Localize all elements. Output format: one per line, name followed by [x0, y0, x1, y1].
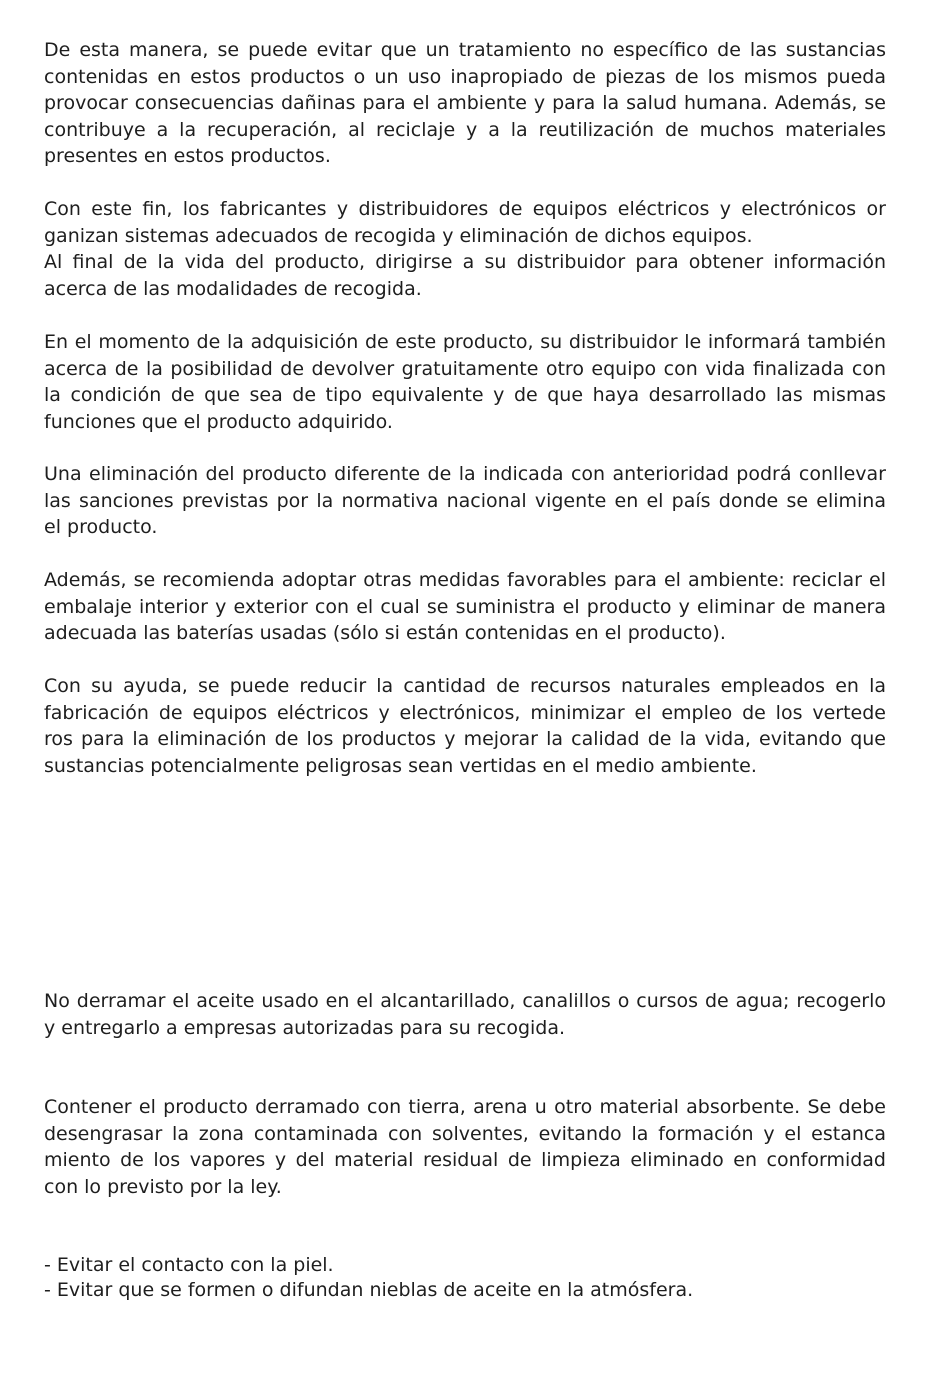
text-line: la condición de que sea de tipo equivalente y de que haya desarrollado las mismas	[44, 384, 886, 406]
text-line: contenidas en estos productos o un uso inapropiado de piezas de los mismos pueda	[44, 65, 886, 88]
paragraph-return-equipment	[44, 329, 886, 435]
text-line: acerca de las modalidades de recogida.	[44, 277, 422, 300]
paragraph-collection-systems	[44, 196, 886, 302]
text-line: provocar consecuencias dañinas para el ambiente y para la salud humana. Además, se	[44, 92, 886, 114]
text-line: con lo previsto por la ley.	[44, 1175, 282, 1198]
text-line: acerca de la posibilidad de devolver gratuitamente otro equipo con vida finalizada con	[44, 357, 886, 380]
paragraph-spill-containment	[44, 1094, 886, 1200]
text-line: De esta manera, se puede evitar que un tratamiento no específico de las sustancias	[44, 39, 886, 61]
text-line: Una eliminación del producto diferente de la indicada con anterioridad podrá conllevar	[44, 463, 886, 485]
text-line: el producto.	[44, 516, 158, 538]
text-line: Con su ayuda, se puede reducir la cantidad de recursos naturales empleados en la	[44, 675, 886, 697]
text-line: Contener el producto derramado con tierra, arena u otro material absorbente. Se debe	[44, 1096, 886, 1118]
text-line: Con este fin, los fabricantes y distribuidores de equipos eléctricos y electrónicos or	[44, 198, 886, 220]
text-line: No derramar el aceite usado en el alcantarillado, canalillos o cursos de agua; recogerlo	[44, 990, 886, 1012]
text-line: En el momento de la adquisición de este producto, su distribuidor le informará también	[44, 331, 886, 353]
text-line: fabricación de equipos eléctricos y electrónicos, minimizar el empleo de los vertede	[44, 701, 886, 724]
text-line: ros para la eliminación de los productos y mejorar la calidad de la vida, evitando que	[44, 728, 886, 750]
text-line: funciones que el producto adquirido.	[44, 410, 393, 433]
list-item: - Evitar que se formen o difundan nieblas de aceite en la atmósfera.	[44, 1279, 694, 1301]
text-line: presentes en estos productos.	[44, 145, 331, 167]
text-line: embalaje interior y exterior con el cual se suministra el producto y eliminar de manera	[44, 595, 886, 618]
paragraph-recovery	[44, 37, 886, 170]
text-line: sustancias potencialmente peligrosas sean vertidas en el medio ambiente.	[44, 754, 757, 777]
text-line: y entregarlo a empresas autorizadas para su recogida.	[44, 1016, 566, 1039]
text-line: ganizan sistemas adecuados de recogida y eliminación de dichos equipos.	[44, 224, 753, 247]
paragraph-used-oil	[44, 988, 886, 1041]
text-line: miento de los vapores y del material residual de limpieza eliminado en conformidad	[44, 1149, 886, 1171]
text-line: desengrasar la zona contaminada con solventes, evitando la formación y el estanca	[44, 1122, 886, 1145]
paragraph-your-help	[44, 673, 886, 779]
text-line: contribuye a la recuperación, al reciclaje y a la reutilización de muchos materiales	[44, 118, 886, 141]
paragraph-environment-measures	[44, 567, 886, 647]
paragraph-sanctions	[44, 461, 886, 541]
list-item: - Evitar el contacto con la piel.	[44, 1254, 334, 1276]
precautions-list	[44, 1253, 886, 1303]
text-line: Al final de la vida del producto, dirigirse a su distribuidor para obtener información	[44, 251, 886, 273]
text-line: adecuada las baterías usadas (sólo si están contenidas en el producto).	[44, 622, 726, 644]
text-line: Además, se recomienda adoptar otras medidas favorables para el ambiente: reciclar el	[44, 569, 886, 591]
text-line: las sanciones previstas por la normativa nacional vigente en el país donde se elimina	[44, 489, 886, 512]
